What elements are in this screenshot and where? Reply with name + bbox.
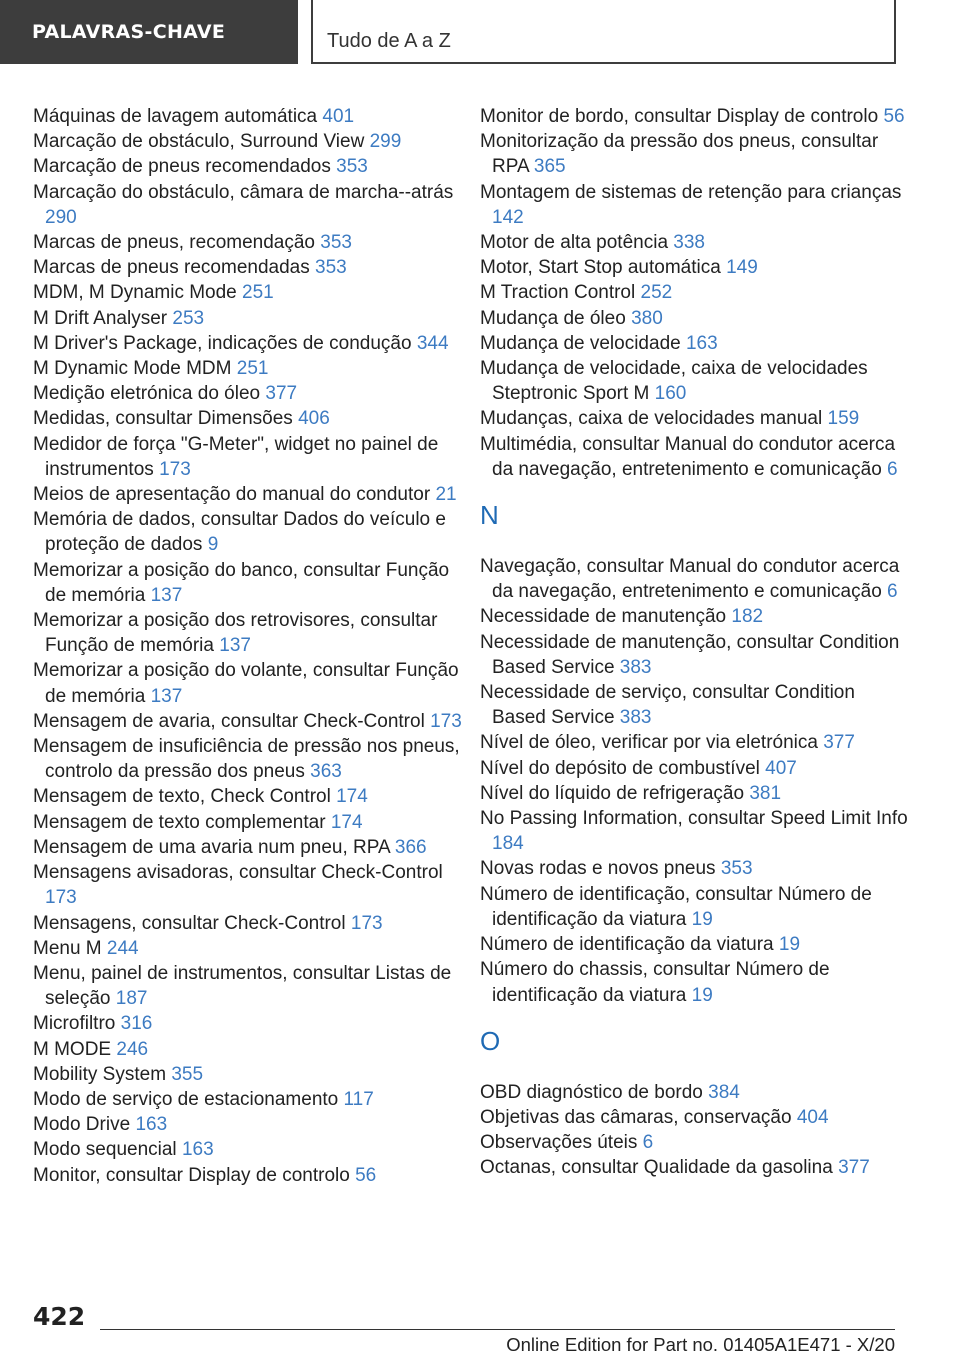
index-entry [33,1163,463,1188]
entry-text: Mudança de velocidade [480,332,681,354]
entry-text: Marcação de obstáculo, Surround View [33,131,365,153]
page-reference-link[interactable]: 159 [827,408,860,430]
page-reference-link[interactable]: 137 [150,584,183,606]
page-reference-link[interactable]: 404 [796,1106,829,1128]
entry-text: Multimédia, consultar Manual do condutor acerca da navegação, entretenimento e comunicação [480,433,896,480]
entry-text: Motor, Start Stop automática [480,257,721,279]
index-entry [480,356,910,406]
letter-heading-o: O [480,1025,501,1056]
index-entry [480,306,910,331]
entry-text: Meios de apresentação do manual do condutor [33,484,431,506]
entry-text: Marcas de pneus, recomendação [33,232,315,254]
page-reference-link[interactable]: 377 [823,732,855,754]
index-entry [33,709,463,734]
entry-text: Necessidade de manutenção, consultar Condition Based Service [480,631,900,678]
page-reference-link[interactable]: 383 [619,656,652,678]
section-tab [0,0,298,64]
page-reference-link[interactable]: 160 [654,383,687,405]
index-entry [480,331,910,356]
entry-text: Observações úteis [480,1132,638,1154]
entry-text: Memória de dados, consultar Dados do veículo e proteção de dados [33,509,446,556]
index-entry [480,604,910,629]
page-reference-link[interactable]: 19 [691,908,713,930]
entry-text: Mudanças, caixa de velocidades manual [480,408,823,430]
entry-text: Máquinas de lavagem automática [33,106,318,127]
entry-text: Marcação do obstáculo, câmara de marcha--atrás [33,181,454,203]
index-entry [480,680,910,730]
page-reference-link[interactable]: 117 [343,1088,374,1110]
index-entry [33,784,463,809]
entry-text: Mensagem de insuficiência de pressão nos pneus, controlo da pressão dos pneus [33,736,460,783]
index-entry [33,129,463,154]
index-entry [480,806,910,856]
index-entry [33,961,463,1011]
entry-text: Microfiltro [33,1013,116,1035]
entry-text: Número do chassis, consultar Número de identificação da viatura [480,959,830,1006]
entry-text: M Dynamic Mode MDM [33,358,232,380]
index-entry [33,507,463,557]
page-reference-link[interactable]: 149 [726,257,758,279]
entry-text: Mudança de velocidade, caixa de velocidades Steptronic Sport M [480,358,868,405]
page-reference-link[interactable]: 384 [708,1081,740,1103]
page-reference-link[interactable]: 380 [631,307,663,329]
entry-text: Modo Drive [33,1114,131,1136]
entry-text: Medição eletrónica do óleo [33,383,261,405]
entry-text: Necessidade de manutenção [480,606,727,628]
index-entry [33,331,463,356]
page-reference-link[interactable]: 173 [45,887,77,909]
page-reference-link[interactable]: 299 [369,131,402,153]
entry-text: Navegação, consultar Manual do condutor acerca da navegação, entretenimento e comunicação [480,556,900,603]
entry-text: Mensagens avisadoras, consultar Check-Control [33,862,443,884]
entry-text: Montagem de sistemas de retenção para crianças [480,181,902,203]
entry-text: Mudança de óleo [480,307,626,329]
page-reference-link[interactable]: 19 [778,934,801,956]
entry-text: Novas rodas e novos pneus [480,858,716,880]
page-reference-link[interactable]: 251 [242,282,274,304]
index-entry [480,432,910,482]
entry-text: Menu, painel de instrumentos, consultar Listas de seleção [33,962,452,1010]
page-reference-link[interactable]: 381 [749,782,782,804]
page-reference-link[interactable]: 363 [310,761,342,783]
page-reference-link[interactable]: 56 [355,1164,377,1186]
page-reference-link[interactable]: 377 [265,383,298,405]
page-reference-link[interactable]: 353 [336,156,368,178]
page-reference-link[interactable]: 252 [640,282,673,304]
page-reference-link[interactable]: 366 [394,836,427,858]
index-entry [480,730,910,755]
index-entry [33,1037,463,1062]
index-entry [33,734,463,784]
index-entry [33,482,463,507]
entry-text: Nível do depósito de combustível [480,757,760,779]
index-entry [480,255,910,280]
index-entry [480,280,910,305]
entry-text: Mensagens, consultar Check-Control [33,912,346,934]
page-reference-link[interactable]: 353 [320,232,352,254]
index-group-o [480,1080,910,1181]
letter-heading-n: N [480,500,499,531]
page-reference-link[interactable]: 401 [322,106,355,127]
entry-text: Mensagem de texto complementar [33,811,326,833]
index-entry [480,781,910,806]
index-entry [33,306,463,331]
index-entry [33,406,463,431]
subtitle-tab [311,0,896,64]
index-entry [480,630,910,680]
index-entry [480,957,910,1007]
index-entry [33,658,463,708]
page-reference-link[interactable]: 6 [642,1132,654,1154]
index-entry [480,406,910,431]
page-reference-link[interactable]: 353 [315,257,347,279]
index-entry [33,255,463,280]
page-reference-link[interactable]: 137 [219,635,251,657]
index-entry [33,936,463,961]
entry-text: Memorizar a posição do volante, consultar Função de memória [33,660,459,707]
page-reference-link[interactable]: 173 [159,458,191,480]
entry-text: Mensagem de texto, Check Control [33,786,331,808]
page-reference-link[interactable]: 142 [492,206,524,228]
page-reference-link[interactable]: 56 [883,106,905,127]
entry-text: Medidas, consultar Dimensões [33,408,293,430]
entry-text: Motor de alta potência [480,232,669,254]
index-entry [480,932,910,957]
entry-text: Monitorização da pressão dos pneus, consultar RPA [480,131,879,178]
page-reference-link[interactable]: 406 [298,408,330,430]
entry-text: Mensagem de avaria, consultar Check-Control [33,710,425,732]
entry-text: Nível de óleo, verificar por via eletrónica [480,732,818,754]
entry-text: Memorizar a posição do banco, consultar Função de memória [33,559,450,606]
index-entry [33,1062,463,1087]
index-entry [480,1105,910,1130]
index-entry [480,856,910,881]
page-reference-link[interactable]: 353 [720,858,753,880]
index-entry [33,1011,463,1036]
page-reference-link[interactable]: 174 [330,811,363,833]
index-entry [480,554,910,604]
page-reference-link[interactable]: 174 [336,786,368,808]
index-entry [33,860,463,910]
index-entry [480,230,910,255]
page-reference-link[interactable]: 344 [416,332,449,354]
index-entry [33,911,463,936]
index-entry [33,104,463,129]
page-reference-link[interactable]: 407 [765,757,797,779]
index-entry [480,756,910,781]
index-entry [33,810,463,835]
page-reference-link[interactable]: 251 [236,358,269,380]
entry-text: Número de identificação da viatura [480,934,774,956]
entry-text: Modo de serviço de estacionamento [33,1088,339,1110]
page-reference-link[interactable]: 6 [887,581,898,603]
index-entry [33,356,463,381]
page-reference-link[interactable]: 163 [181,1139,214,1161]
page-reference-link[interactable]: 173 [430,710,462,732]
index-entry [33,230,463,255]
entry-text: Objetivas das câmaras, conservação [480,1106,792,1128]
footer-divider [100,1329,895,1330]
index-entry [33,280,463,305]
index-entry [480,882,910,932]
index-entry [33,154,463,179]
index-column-left [33,104,463,1188]
page-reference-link[interactable]: 290 [45,206,77,228]
page-reference-link[interactable]: 244 [106,937,139,959]
entry-text: Marcação de pneus recomendados [33,156,331,178]
index-entry [33,381,463,406]
entry-text: Necessidade de serviço, consultar Condition Based Service [480,682,855,729]
page-reference-link[interactable]: 246 [116,1038,149,1060]
index-entry [33,1137,463,1162]
page-reference-link[interactable]: 173 [350,912,383,934]
entry-text: MDM, M Dynamic Mode [33,282,237,304]
page-reference-link[interactable]: 163 [135,1114,168,1136]
index-entry [33,608,463,658]
index-entry [33,1087,463,1112]
page-reference-link[interactable]: 187 [115,988,148,1010]
page-reference-link[interactable]: 383 [619,707,652,729]
entry-text: Número de identificação, consultar Número de identificação da viatura [480,883,872,930]
subtitle-label: Tudo de A a Z [327,30,451,52]
entry-text: M Traction Control [480,282,636,304]
page-reference-link[interactable]: 163 [685,332,718,354]
entry-text: Medidor de força "G-Meter", widget no painel de instrumentos [33,433,439,480]
section-label: PALAVRAS-CHAVE [32,21,226,43]
entry-text: OBD diagnóstico de bordo [480,1081,703,1103]
entry-text: Monitor de bordo, consultar Display de controlo [480,106,879,127]
page-reference-link[interactable]: 316 [120,1013,153,1035]
index-entry [33,558,463,608]
page-reference-link[interactable]: 182 [731,606,764,628]
index-entry [480,1155,910,1180]
index-entry [480,180,910,230]
entry-text: Mobility System [33,1063,167,1085]
page-reference-link[interactable]: 253 [172,307,205,329]
entry-text: Nível do líquido de refrigeração [480,782,745,804]
page-reference-link[interactable]: 6 [887,458,898,480]
index-entry [33,180,463,230]
index-entry [33,835,463,860]
page-reference-link[interactable]: 365 [533,156,566,178]
entry-text: Marcas de pneus recomendadas [33,257,310,279]
page-reference-link[interactable]: 137 [150,685,183,707]
entry-text: M Driver's Package, indicações de condução [33,332,412,354]
index-entry [33,1112,463,1137]
entry-text: Octanas, consultar Qualidade da gasolina [480,1157,833,1179]
index-column-right [480,104,910,1181]
page-reference-link[interactable]: 377 [838,1157,870,1179]
index-entry [480,104,910,129]
entry-text: No Passing Information, consultar Speed Limit Info [480,808,908,830]
entry-text: Monitor, consultar Display de controlo [33,1164,350,1186]
entry-text: M MODE [33,1038,112,1060]
page-reference-link[interactable]: 355 [171,1063,204,1085]
index-group-n [480,554,910,1008]
index-entry [33,432,463,482]
page-number: 422 [33,1302,86,1331]
page-reference-link[interactable]: 19 [691,984,713,1006]
index-entry [480,1130,910,1155]
page-reference-link[interactable]: 184 [492,833,524,855]
entry-text: M Drift Analyser [33,307,168,329]
entry-text: Menu M [33,937,102,959]
page-reference-link[interactable]: 338 [673,232,705,254]
page-reference-link[interactable]: 21 [435,484,457,506]
page-reference-link[interactable]: 9 [207,534,219,556]
entry-text: Modo sequencial [33,1139,177,1161]
index-entry [480,129,910,179]
entry-text: Mensagem de uma avaria num pneu, RPA [33,836,390,858]
index-entry [480,1080,910,1105]
edition-text: Online Edition for Part no. 01405A1E471 - X/20 [506,1334,895,1355]
entry-text: Memorizar a posição dos retrovisores, consultar Função de memória [33,610,438,657]
index-group-m-continued [480,104,910,482]
